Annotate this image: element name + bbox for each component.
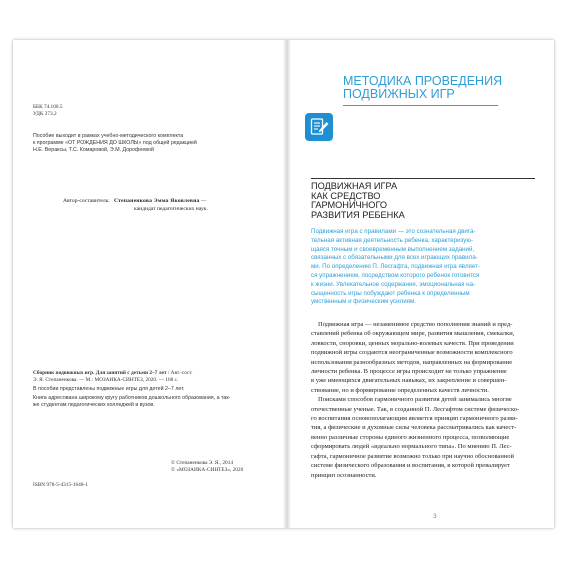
section-title-line: МЕТОДИКА ПРОВЕДЕНИЯ [343, 74, 503, 88]
lead-line: к жизни. Увлекательное содержание, эмоциональная на- [311, 280, 476, 288]
classification-codes [33, 104, 62, 118]
body-line: Поисками способов гармоничного развития детей занимались многие [318, 396, 512, 404]
subtitle-line: КАК СРЕДСТВО [311, 190, 381, 201]
subtitle-rule [311, 178, 535, 179]
body-line: го воспитания основополагающим является принцип гармоничного разви- [311, 415, 518, 423]
body-line: отечественные ученые. Так, в созданной П. Лесгафтом системе физическо- [311, 405, 520, 413]
notepad-pencil-icon [305, 113, 333, 141]
lead-line: умственным и физическим усилиям. [311, 298, 416, 306]
author-role: Автор-составитель: [63, 198, 110, 204]
book-spread [13, 40, 554, 528]
body-line: гафта, гармоничное развитие возможно только при научно обоснованной [311, 452, 515, 460]
udk-code: УДК 373.2 [33, 111, 57, 117]
lead-paragraph [311, 228, 535, 307]
citation-line: Э. Я. Степаненкова. — М.: МОЗАИКА-СИНТЕЗ, 2020. — 168 с. [33, 377, 179, 383]
subtitle-line: ГАРМОНИЧНОГО [311, 200, 388, 211]
section-title-line: ПОДВИЖНЫХ ИГР [343, 87, 455, 101]
book-spine [283, 40, 291, 528]
lead-line: щаяся точным и своевременным выполнением заданий, [311, 245, 475, 253]
right-page [291, 40, 554, 528]
citation-title: Сборник подвижных игр. Для занятий с детьми 2–7 лет [33, 370, 167, 376]
body-line: Подвижная игра — незаменимое средство пополнения знаний и пред- [318, 321, 513, 328]
body-line: ловкости, сноровки, ценных морально-волевых качеств. При проведении [311, 339, 514, 347]
summary-line: же студентам педагогических колледжей и вузов. [33, 402, 155, 408]
body-line: сформировать людей «идеально нормального типа». По мнению П. Лес- [311, 443, 512, 451]
program-line: Н.Е. Вераксы, Т.С. Комаровой, Э.М. Дорофеевой [33, 147, 154, 153]
body-line: системе физического образования и воспитания, в которой превалирует [311, 462, 510, 470]
section-heading [343, 75, 543, 101]
body-line: ставлений ребенка об окружающем мире, развития мышления, смекалки, [311, 330, 515, 338]
lead-line: ся упражнением, посредством которого ребенок готовится [311, 271, 480, 279]
program-line: Пособие выходит в рамках учебно-методического комплекта [33, 133, 184, 139]
lead-line: сыщенность игры побуждают ребенка к определенным [311, 289, 470, 297]
lead-line: Подвижная игра с правилами — это сознательная двига- [311, 228, 476, 235]
lead-line: связанных с обязательными для всех играющих правила- [311, 254, 478, 262]
book-summary [33, 370, 278, 411]
author-dash: — [199, 198, 207, 204]
left-page [13, 40, 283, 528]
lead-line: тельная активная деятельность ребенка, характеризую- [311, 236, 474, 244]
summary-text: В пособии представлены подвижные игры для детей 2–7 лет. [33, 386, 185, 392]
copyright-line: © Степаненкова Э. Я., 2014 [171, 460, 233, 466]
page-number: 3 [433, 513, 437, 520]
body-line: личности ребенка. В процессе игры происходит не только упражнение [311, 368, 507, 376]
body-line: подвижной игры создаются неограниченные возможности комплексного [311, 349, 513, 357]
author-degree: кандидат педагогических наук. [134, 205, 208, 212]
copyright-block [171, 460, 243, 474]
body-line: в уже имеющихся двигательных навыках, их закрепление и совершен- [311, 377, 507, 385]
bbk-code: ББК 74.100.5 [33, 104, 63, 110]
body-text [311, 320, 541, 480]
program-line: к программе «ОТ РОЖДЕНИЯ ДО ШКОЛЫ» под общей редакцией [33, 140, 197, 146]
body-line: ствование, но и формирование определенных качеств личности. [311, 386, 489, 394]
lead-line: ми. По определению П. Лесгафта, подвижная игра являет- [311, 263, 481, 271]
body-line: венно различные стороны единого жизненного процесса, позволяющие [311, 433, 510, 441]
chapter-subtitle [311, 182, 461, 220]
body-line: принцип осознанности. [311, 471, 377, 479]
section-rule [343, 105, 498, 106]
subtitle-line: РАЗВИТИЯ РЕБЕНКА [311, 209, 405, 220]
copyright-line: © «МОЗАИКА-СИНТЕЗ», 2020 [171, 467, 244, 473]
author-name: Степаненкова Эмма Яковлевна [113, 198, 200, 204]
citation-rest: / Авт.-сост. [166, 370, 193, 376]
program-note [33, 133, 197, 154]
summary-line: Книга адресована широкому кругу работников дошкольного образования, а так- [33, 395, 231, 401]
body-line: использования разнообразных методов, направленных на формирование [311, 358, 513, 366]
body-line: тия, а физические и духовные силы человека рассматривались как качест- [311, 424, 517, 432]
isbn: ISBN 978-5-4315-1648-1 [33, 482, 88, 488]
section-title [343, 75, 543, 101]
subtitle-line: ПОДВИЖНАЯ ИГРА [311, 181, 398, 191]
author-block [63, 198, 208, 213]
